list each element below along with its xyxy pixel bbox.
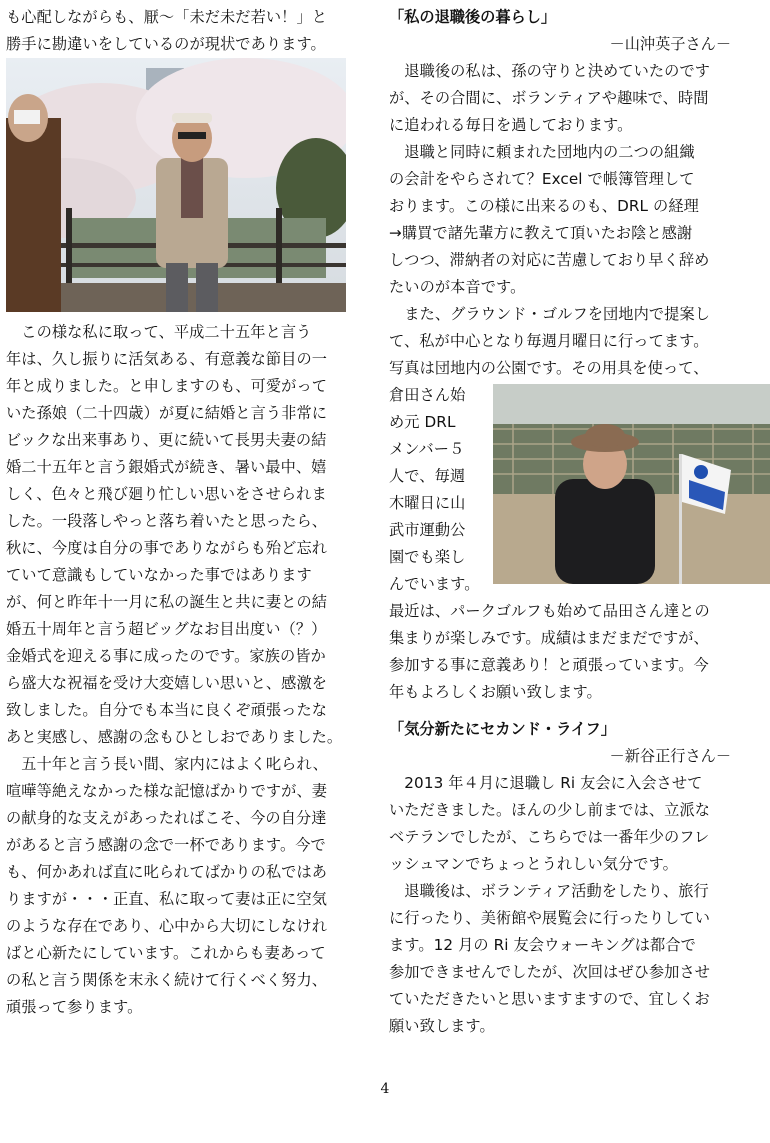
text-line: 金婚式を迎える事に成ったのです。家族の皆か: [6, 647, 326, 665]
article-retirement-life: [389, 4, 741, 706]
text-line: 退職と同時に頼まれた団地内の二つの組織: [389, 143, 695, 161]
text-line: 喧嘩等絶えなかった様な記憶ばかりですが、妻: [6, 782, 328, 800]
text-line: 年もよろしくお願い致します。: [389, 683, 602, 701]
text-line: 参加できませんでしたが、次回はぜひ参加させ: [389, 963, 711, 981]
text-line: いた孫娘（二十四歳）が夏に結婚と言う非常に: [6, 404, 328, 422]
text-line: 木曜日に山: [389, 494, 466, 512]
text-line: ます。12 月の Ri 友会ウォーキングは都合で: [389, 936, 696, 954]
text-line: 園でも楽し: [389, 548, 466, 566]
text-line: 最近は、パークゴルフも始めて品田さん達との: [389, 602, 710, 620]
text-line: しつつ、滞納者の対応に苦慮しており早く辞め: [389, 251, 710, 269]
text-line: があると言う感謝の念で一杯であります。今で: [6, 836, 326, 854]
article-title: 「気分新たにセカンド・ライフ」: [389, 720, 616, 738]
text-line: 倉田さん始: [389, 386, 466, 404]
article-author: －新谷正行さん－: [609, 747, 731, 765]
text-line: 2013 年４月に退職し Ri 友会に入会させて: [389, 774, 703, 792]
page-number: 4: [380, 1081, 390, 1097]
article-author: －山沖英子さん－: [609, 35, 731, 53]
text-line: 勝手に勘違いをしているのが現状であります。: [6, 35, 326, 53]
text-line: も心配しながらも、厭～「未だ未だ若い！」と: [6, 8, 328, 26]
text-line: 頑張って参ります。: [6, 998, 143, 1016]
text-line: に行ったり、美術館や展覧会に行ったりしてい: [389, 909, 711, 927]
text-line: が、その合間に、ボランティアや趣味で、時間: [389, 89, 709, 107]
text-line: も、何かあれば直に叱られてばかりの私ではあ: [6, 863, 328, 881]
text-line: ベテランでしたが、こちらでは一番年少のフレ: [389, 828, 710, 846]
article-title: 「私の退職後の暮らし」: [389, 8, 557, 26]
cherry-blossom-photo-illustration: [6, 58, 346, 312]
text-line: りますが・・・正直、私に取って妻は正に空気: [6, 890, 328, 908]
text-line: この様な私に取って、平成二十五年と言う: [6, 323, 312, 341]
text-line: ていただきたいと思いますますので、宜しくお: [389, 990, 710, 1008]
text-line: ビックな出来事あり、更に続いて長男夫妻の結: [6, 431, 327, 449]
text-line: 退職後の私は、孫の守りと決めていたのです: [389, 62, 711, 80]
text-line: 集まりが楽しみです。成績はまだまだですが、: [389, 629, 709, 647]
text-line: 五十年と言う長い間、家内にはよく叱られ、: [6, 755, 328, 773]
cherry-blossom-photo: [6, 58, 346, 312]
text-line: 武市運動公: [389, 521, 466, 539]
text-line: め元 DRL: [389, 413, 456, 431]
text-line: →購買で諸先輩方に教えて頂いたお陰と感謝: [389, 224, 693, 242]
text-line: ッシュマンでちょっとうれしい気分です。: [389, 855, 678, 873]
left-intro-text: [6, 4, 358, 58]
text-line: が、何と昨年十一月に私の誕生と共に妻との結: [6, 593, 328, 611]
text-line: 願い致します。: [389, 1017, 495, 1035]
left-main-text: [6, 319, 358, 1021]
text-line: 人で、毎週: [389, 467, 466, 485]
text-line: 年と成りました。と申しますのも、可愛がって: [6, 377, 328, 395]
text-line: 致しました。自分でも本当に良くぞ頑張ったな: [6, 701, 328, 719]
text-line: の会計をやらされて？Excel で帳簿管理して: [389, 170, 695, 188]
text-line: また、グラウンド・ゴルフを団地内で提案し: [389, 305, 711, 323]
ground-golf-photo-illustration: [493, 384, 770, 584]
text-line: 写真は団地内の公園です。その用具を使って、: [389, 359, 709, 377]
text-line: 婚二十五年と言う銀婚式が続き、暑い最中、嬉: [6, 458, 327, 476]
text-line: の献身的な支えがあったればこそ、今の自分達: [6, 809, 327, 827]
text-line: ていて意識もしていなかった事ではあります: [6, 566, 312, 584]
text-line: 退職後は、ボランティア活動をしたり、旅行: [389, 882, 709, 900]
text-line: に追われる毎日を過しております。: [389, 116, 633, 134]
text-line: のような存在であり、心中から大切にしなけれ: [6, 917, 328, 935]
text-line: たいのが本音です。: [389, 278, 526, 296]
text-line: 婚五十周年と言う超ビッグなお目出度い（？）: [6, 620, 327, 638]
text-line: した。一段落しやっと落ち着いたと思ったら、: [6, 512, 328, 530]
text-line: の私と言う関係を末永く続けて行くべく努力、: [6, 971, 328, 989]
text-line: あと実感し、感謝の念もひとしおでありました。: [6, 728, 343, 746]
text-line: 参加する事に意義あり！と頑張っています。今: [389, 656, 709, 674]
text-line: しく、色々と飛び廻り忙しい思いをさせられま: [6, 485, 327, 503]
text-line: おります。この様に出来るのも、DRL の経理: [389, 197, 699, 215]
text-line: 年は、久し振りに活気ある、有意義な節目の一: [6, 350, 328, 368]
text-line: んでいます。: [389, 575, 480, 593]
text-line: ら盛大な祝福を受け大変嬉しい思いと、感激を: [6, 674, 328, 692]
text-line: いただきました。ほんの少し前までは、立派な: [389, 801, 711, 819]
article-second-life: [389, 716, 741, 1040]
text-line: 秋に、今度は自分の事でありながらも殆ど忘れ: [6, 539, 328, 557]
text-line: メンバー５: [389, 440, 465, 458]
text-line: て、私が中心となり毎週月曜日に行ってます。: [389, 332, 709, 350]
ground-golf-photo: [493, 384, 770, 584]
text-line: ばと心新たにしています。これからも妻あって: [6, 944, 326, 962]
